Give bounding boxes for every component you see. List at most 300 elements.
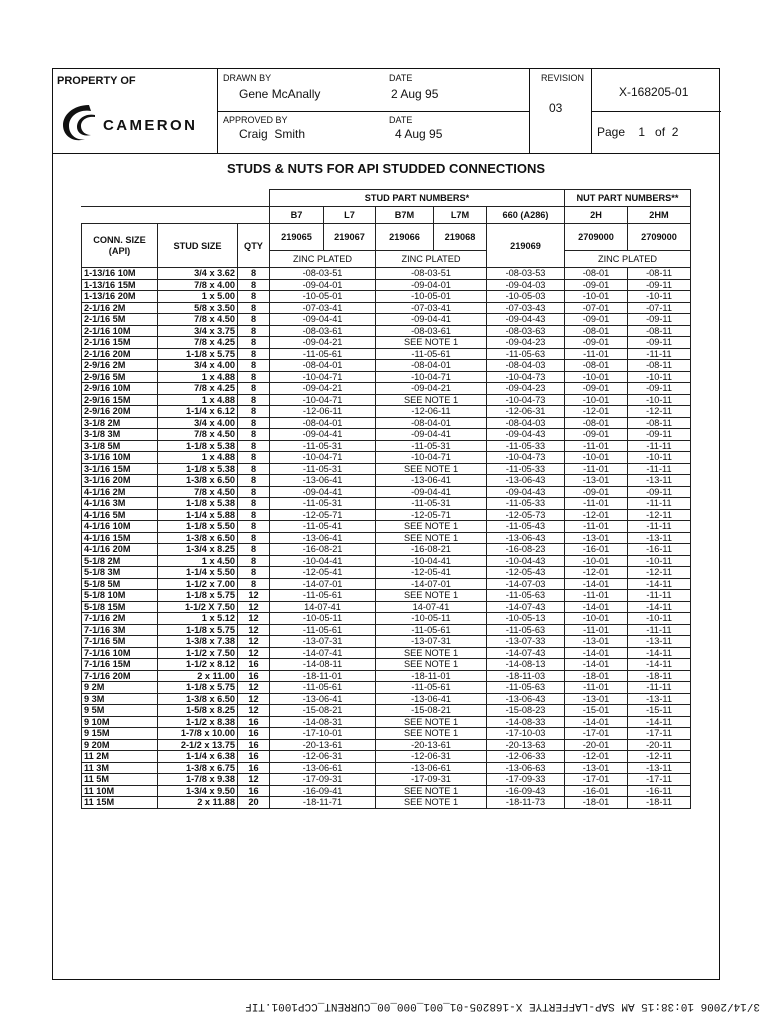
- table-row: [82, 555, 691, 567]
- table-row: [82, 486, 691, 498]
- nut-2h-part: -10-01: [565, 555, 628, 567]
- divider: [217, 111, 529, 112]
- nut-2hm-part: -09-11: [628, 383, 691, 395]
- a286-part: -18-11-73: [487, 797, 565, 809]
- b7m-l7m-part: -10-05-01: [376, 291, 487, 303]
- a286-part: -10-04-73: [487, 394, 565, 406]
- b7-l7-part: -09-04-21: [270, 337, 376, 349]
- b7-l7-part: -14-07-01: [270, 578, 376, 590]
- stud-size: 5/8 x 3.50: [158, 302, 238, 314]
- b7-l7-part: -15-08-21: [270, 705, 376, 717]
- stud-size: 7/8 x 4.25: [158, 383, 238, 395]
- table-row: [82, 544, 691, 556]
- stud-size: 1-3/8 x 6.50: [158, 532, 238, 544]
- nut-2h-part: -13-01: [565, 532, 628, 544]
- table-row: [82, 268, 691, 280]
- qty: 12: [238, 705, 270, 717]
- b7-l7-part: -17-10-01: [270, 728, 376, 740]
- nut-2h-part: -09-01: [565, 486, 628, 498]
- b7m-l7m-part: SEE NOTE 1: [376, 590, 487, 602]
- qty: 12: [238, 774, 270, 786]
- b7m-l7m-part: SEE NOTE 1: [376, 728, 487, 740]
- nut-2h-part: -09-01: [565, 337, 628, 349]
- conn-size: 2-1/16 10M: [82, 325, 158, 337]
- conn-size: 4-1/16 15M: [82, 532, 158, 544]
- a286-part: -09-04-43: [487, 429, 565, 441]
- nut-2hm-part: -08-11: [628, 325, 691, 337]
- nut-2h-part: -13-01: [565, 636, 628, 648]
- conn-size: 9 20M: [82, 739, 158, 751]
- nut-2hm-part: -09-11: [628, 314, 691, 326]
- table-row: [82, 291, 691, 303]
- stud-size: 1 x 4.50: [158, 555, 238, 567]
- stud-size: 1-3/4 x 8.25: [158, 544, 238, 556]
- conn-size: 9 5M: [82, 705, 158, 717]
- nut-2hm-part: -18-11: [628, 670, 691, 682]
- nut-2h-part: -10-01: [565, 452, 628, 464]
- table-row: [82, 429, 691, 441]
- cameron-logo-icon: [59, 101, 101, 145]
- part-prefix: 219069: [487, 224, 565, 268]
- stud-size: 1-1/8 x 5.38: [158, 498, 238, 510]
- nut-2hm-part: -12-11: [628, 567, 691, 579]
- b7m-l7m-part: -11-05-61: [376, 624, 487, 636]
- nut-2h-part: -11-01: [565, 590, 628, 602]
- conn-size: 9 15M: [82, 728, 158, 740]
- nut-2hm-part: -12-11: [628, 751, 691, 763]
- b7-l7-part: -11-05-61: [270, 682, 376, 694]
- b7-l7-part: -09-04-41: [270, 429, 376, 441]
- qty: 8: [238, 544, 270, 556]
- a286-part: -18-11-03: [487, 670, 565, 682]
- nut-2h-part: -09-01: [565, 429, 628, 441]
- nut-2h-part: -17-01: [565, 728, 628, 740]
- b7-l7-part: -09-04-41: [270, 486, 376, 498]
- b7m-l7m-part: -08-04-01: [376, 417, 487, 429]
- zinc-plated-label: ZINC PLATED: [270, 251, 376, 268]
- date-label: DATE: [389, 73, 413, 83]
- nut-2hm-part: -13-11: [628, 693, 691, 705]
- stud-size: 3/4 x 4.00: [158, 360, 238, 372]
- stud-size: 1-1/8 x 5.75: [158, 624, 238, 636]
- nut-2hm-part: -13-11: [628, 636, 691, 648]
- nut-2hm-part: -08-11: [628, 268, 691, 280]
- approved-date-label: DATE: [389, 115, 413, 125]
- nut-2h-part: -11-01: [565, 521, 628, 533]
- conn-size: 11 2M: [82, 751, 158, 763]
- qty: 16: [238, 751, 270, 763]
- a286-part: -08-04-03: [487, 360, 565, 372]
- qty: 8: [238, 417, 270, 429]
- conn-size: 2-9/16 20M: [82, 406, 158, 418]
- stud-size: 7/8 x 4.50: [158, 429, 238, 441]
- stud-size: 7/8 x 4.00: [158, 279, 238, 291]
- page-title: STUDS & NUTS FOR API STUDDED CONNECTIONS: [226, 161, 546, 176]
- table-row: [82, 601, 691, 613]
- parts-table: [81, 189, 691, 809]
- table-row: [82, 314, 691, 326]
- table-row: [82, 636, 691, 648]
- stud-size: 3/4 x 3.62: [158, 268, 238, 280]
- nut-2hm-part: -15-11: [628, 705, 691, 717]
- stud-size: 1 x 4.88: [158, 452, 238, 464]
- nut-2hm-part: -09-11: [628, 429, 691, 441]
- nut-2hm-part: -10-11: [628, 452, 691, 464]
- a286-part: -10-04-73: [487, 371, 565, 383]
- nut-2hm-part: -14-11: [628, 578, 691, 590]
- qty: 8: [238, 463, 270, 475]
- a286-part: -11-05-63: [487, 624, 565, 636]
- conn-size: 3-1/8 2M: [82, 417, 158, 429]
- stud-size: 1 x 4.88: [158, 394, 238, 406]
- b7m-l7m-part: SEE NOTE 1: [376, 647, 487, 659]
- b7-l7-part: -09-04-21: [270, 383, 376, 395]
- nut-2hm-part: -20-11: [628, 739, 691, 751]
- qty: 12: [238, 613, 270, 625]
- nut-2hm-part: -16-11: [628, 785, 691, 797]
- stud-size: 1-1/4 x 5.50: [158, 567, 238, 579]
- part-prefix: 219065: [270, 224, 324, 251]
- qty: 8: [238, 302, 270, 314]
- a286-part: -09-04-43: [487, 314, 565, 326]
- b7-l7-part: -10-05-01: [270, 291, 376, 303]
- table-row: [82, 739, 691, 751]
- qty: 8: [238, 268, 270, 280]
- table-row: [82, 463, 691, 475]
- conn-size: 9 10M: [82, 716, 158, 728]
- conn-size: 9 3M: [82, 693, 158, 705]
- nut-2h-part: -14-01: [565, 659, 628, 671]
- nut-2h-part: -09-01: [565, 314, 628, 326]
- part-prefix: 219066: [376, 224, 434, 251]
- b7-l7-part: -14-08-11: [270, 659, 376, 671]
- a286-part: -11-05-63: [487, 682, 565, 694]
- b7m-l7m-part: -10-04-41: [376, 555, 487, 567]
- table-row: [82, 383, 691, 395]
- table-row: [82, 337, 691, 349]
- conn-size: 11 3M: [82, 762, 158, 774]
- qty: 12: [238, 636, 270, 648]
- conn-size: 2-9/16 10M: [82, 383, 158, 395]
- b7-l7-part: -10-04-71: [270, 452, 376, 464]
- b7m-l7m-part: -18-11-01: [376, 670, 487, 682]
- nut-2hm-part: -11-11: [628, 463, 691, 475]
- qty: 12: [238, 624, 270, 636]
- qty: 16: [238, 728, 270, 740]
- revision-label: REVISION: [541, 73, 585, 83]
- conn-size: 11 5M: [82, 774, 158, 786]
- nut-2hm-part: -11-11: [628, 348, 691, 360]
- stud-size: 1 x 5.12: [158, 613, 238, 625]
- a286-part: -07-03-43: [487, 302, 565, 314]
- nut-2hm-part: -17-11: [628, 728, 691, 740]
- stud-size: 3/4 x 3.75: [158, 325, 238, 337]
- b7-l7-part: -16-09-41: [270, 785, 376, 797]
- nut-2h-part: -07-01: [565, 302, 628, 314]
- nut-2h-part: -14-01: [565, 716, 628, 728]
- qty: 8: [238, 314, 270, 326]
- a286-part: -12-05-73: [487, 509, 565, 521]
- conn-size: 9 2M: [82, 682, 158, 694]
- b7m-l7m-part: -17-09-31: [376, 774, 487, 786]
- stud-size: 1-1/8 x 5.75: [158, 348, 238, 360]
- nut-2hm-part: -11-11: [628, 521, 691, 533]
- nut-2h-part: -11-01: [565, 348, 628, 360]
- b7m-l7m-part: 14-07-41: [376, 601, 487, 613]
- b7-l7-part: -13-06-41: [270, 475, 376, 487]
- a286-part: -14-08-33: [487, 716, 565, 728]
- scan-footer: 3/14/2006 10:38:15 AM SAP-LAFFERTYE X-168205-01_001_000_00_CURRENT_CCP1001.TIF: [245, 1000, 760, 1012]
- qty-header: QTY: [238, 224, 270, 268]
- conn-size: 2-1/16 20M: [82, 348, 158, 360]
- b7m-l7m-part: -10-05-11: [376, 613, 487, 625]
- qty: 8: [238, 532, 270, 544]
- b7m-l7m-part: -13-06-61: [376, 762, 487, 774]
- nut-2hm-part: -14-11: [628, 716, 691, 728]
- conn-size: 7-1/16 3M: [82, 624, 158, 636]
- table-row: [82, 452, 691, 464]
- b7-l7-part: -11-05-61: [270, 590, 376, 602]
- nut-2hm-part: -11-11: [628, 498, 691, 510]
- table-row: [82, 728, 691, 740]
- qty: 8: [238, 486, 270, 498]
- company-name: CAMERON: [103, 117, 198, 134]
- drawn-by-label: DRAWN BY: [223, 73, 272, 83]
- table-row: [82, 498, 691, 510]
- a286-part: -12-06-33: [487, 751, 565, 763]
- nut-2h-part: -08-01: [565, 325, 628, 337]
- nut-2hm-part: -16-11: [628, 544, 691, 556]
- stud-size: 1-1/2 x 8.38: [158, 716, 238, 728]
- a286-part: -11-05-63: [487, 348, 565, 360]
- a286-part: -13-07-33: [487, 636, 565, 648]
- b7m-l7m-part: -10-04-71: [376, 371, 487, 383]
- a286-part: -11-05-33: [487, 498, 565, 510]
- nut-2h-part: -17-01: [565, 774, 628, 786]
- b7m-l7m-part: SEE NOTE 1: [376, 797, 487, 809]
- b7-l7-part: -11-05-31: [270, 440, 376, 452]
- stud-size: 1-5/8 x 8.25: [158, 705, 238, 717]
- nut-2h-part: -16-01: [565, 544, 628, 556]
- conn-size: 2-9/16 2M: [82, 360, 158, 372]
- conn-size: 3-1/16 15M: [82, 463, 158, 475]
- stud-size: 1-3/8 x 7.38: [158, 636, 238, 648]
- table-row: [82, 659, 691, 671]
- nut-2hm-part: -09-11: [628, 486, 691, 498]
- b7-l7-part: -12-06-11: [270, 406, 376, 418]
- stud-size: 2 x 11.88: [158, 797, 238, 809]
- table-row: [82, 705, 691, 717]
- a286-part: -17-09-33: [487, 774, 565, 786]
- b7m-l7m-part: SEE NOTE 1: [376, 337, 487, 349]
- nut-2h-part: -09-01: [565, 383, 628, 395]
- conn-size: 2-9/16 5M: [82, 371, 158, 383]
- b7-l7-part: -14-08-31: [270, 716, 376, 728]
- b7-l7-part: -09-04-41: [270, 314, 376, 326]
- conn-size: 11 10M: [82, 785, 158, 797]
- b7-l7-part: -08-04-01: [270, 417, 376, 429]
- stud-size: 1-1/8 x 5.75: [158, 682, 238, 694]
- qty: 8: [238, 348, 270, 360]
- conn-size: 5-1/8 5M: [82, 578, 158, 590]
- conn-size: 7-1/16 5M: [82, 636, 158, 648]
- b7-l7-part: -13-06-41: [270, 693, 376, 705]
- a286-part: -20-13-63: [487, 739, 565, 751]
- b7m-l7m-part: -09-04-41: [376, 486, 487, 498]
- stud-size: 1-7/8 x 10.00: [158, 728, 238, 740]
- conn-size: 11 15M: [82, 797, 158, 809]
- a286-part: -09-04-23: [487, 337, 565, 349]
- company-cell: [53, 69, 218, 153]
- b7m-l7m-part: -20-13-61: [376, 739, 487, 751]
- nut-2hm-part: -13-11: [628, 762, 691, 774]
- b7m-l7m-part: -13-06-41: [376, 693, 487, 705]
- table-row: [82, 348, 691, 360]
- nut-2hm-part: -14-11: [628, 659, 691, 671]
- b7m-l7m-part: -09-04-41: [376, 314, 487, 326]
- b7-l7-part: -09-04-01: [270, 279, 376, 291]
- nut-2h-part: -10-01: [565, 291, 628, 303]
- qty: 8: [238, 475, 270, 487]
- nut-2h-part: -13-01: [565, 693, 628, 705]
- b7-l7-part: -11-05-31: [270, 498, 376, 510]
- nut-2h-part: -12-01: [565, 509, 628, 521]
- part-prefix: 219068: [434, 224, 487, 251]
- a286-part: -13-06-43: [487, 693, 565, 705]
- conn-size: 2-1/16 15M: [82, 337, 158, 349]
- stud-size: 1-1/8 x 5.38: [158, 440, 238, 452]
- a286-part: -14-07-43: [487, 647, 565, 659]
- doc-number: X-168205-01: [619, 85, 689, 99]
- conn-size: 5-1/8 15M: [82, 601, 158, 613]
- approved-date: 4 Aug 95: [395, 127, 443, 141]
- b7-l7-part: -12-06-31: [270, 751, 376, 763]
- conn-size: 4-1/16 5M: [82, 509, 158, 521]
- conn-size: 5-1/8 10M: [82, 590, 158, 602]
- b7-l7-part: -18-11-71: [270, 797, 376, 809]
- a286-part: -11-05-43: [487, 521, 565, 533]
- nut-2hm-part: -07-11: [628, 302, 691, 314]
- nut-2hm-part: -18-11: [628, 797, 691, 809]
- b7m-l7m-part: -09-04-01: [376, 279, 487, 291]
- a286-part: -12-05-43: [487, 567, 565, 579]
- stud-size: 1-3/4 x 9.50: [158, 785, 238, 797]
- grade-header: L7: [324, 207, 376, 224]
- stud-size: 1 x 5.00: [158, 291, 238, 303]
- grade-header: 2HM: [628, 207, 691, 224]
- b7-l7-part: -16-08-21: [270, 544, 376, 556]
- qty: 8: [238, 578, 270, 590]
- table-row: [82, 325, 691, 337]
- stud-size-header: STUD SIZE: [158, 224, 238, 268]
- qty: 20: [238, 797, 270, 809]
- b7m-l7m-part: SEE NOTE 1: [376, 521, 487, 533]
- qty: 8: [238, 555, 270, 567]
- table-row: [82, 567, 691, 579]
- nut-2h-part: -13-01: [565, 762, 628, 774]
- table-row: [82, 590, 691, 602]
- a286-part: -10-05-03: [487, 291, 565, 303]
- part-prefix: 219067: [324, 224, 376, 251]
- nut-2h-part: -08-01: [565, 417, 628, 429]
- nut-2hm-part: -13-11: [628, 532, 691, 544]
- stud-size: 1 x 4.88: [158, 371, 238, 383]
- nut-2hm-part: -10-11: [628, 394, 691, 406]
- a286-part: -08-03-53: [487, 268, 565, 280]
- table-row: [82, 670, 691, 682]
- nut-2h-part: -20-01: [565, 739, 628, 751]
- table-row: [82, 360, 691, 372]
- qty: 8: [238, 291, 270, 303]
- nut-2hm-part: -10-11: [628, 291, 691, 303]
- drawing-frame: [52, 68, 720, 980]
- b7m-l7m-part: -12-06-31: [376, 751, 487, 763]
- b7m-l7m-part: -11-05-31: [376, 440, 487, 452]
- nut-2hm-part: -14-11: [628, 647, 691, 659]
- a286-part: -15-08-23: [487, 705, 565, 717]
- conn-size: 2-1/16 2M: [82, 302, 158, 314]
- qty: 8: [238, 498, 270, 510]
- table-row: [82, 578, 691, 590]
- b7m-l7m-part: -13-07-31: [376, 636, 487, 648]
- conn-size: 5-1/8 2M: [82, 555, 158, 567]
- nut-2hm-part: -08-11: [628, 417, 691, 429]
- conn-size: 3-1/8 5M: [82, 440, 158, 452]
- table-row: [82, 279, 691, 291]
- table-row: [82, 613, 691, 625]
- a286-part: -13-06-63: [487, 762, 565, 774]
- a286-part: -14-08-13: [487, 659, 565, 671]
- nut-2h-part: -15-01: [565, 705, 628, 717]
- b7m-l7m-part: SEE NOTE 1: [376, 463, 487, 475]
- qty: 8: [238, 406, 270, 418]
- nut-2h-part: -11-01: [565, 463, 628, 475]
- nut-2h-part: -10-01: [565, 613, 628, 625]
- conn-size-header: CONN. SIZE (API): [82, 224, 158, 268]
- b7-l7-part: -10-04-71: [270, 394, 376, 406]
- nut-2hm-part: -17-11: [628, 774, 691, 786]
- stud-size: 1-3/8 x 6.50: [158, 475, 238, 487]
- nut-2hm-part: -14-11: [628, 601, 691, 613]
- a286-part: -12-06-31: [487, 406, 565, 418]
- b7m-l7m-part: -15-08-21: [376, 705, 487, 717]
- table-row: [82, 406, 691, 418]
- b7m-l7m-part: -08-03-61: [376, 325, 487, 337]
- grade-header: B7M: [376, 207, 434, 224]
- conn-size: 4-1/16 20M: [82, 544, 158, 556]
- stud-size: 1-1/8 x 5.50: [158, 521, 238, 533]
- b7m-l7m-part: -09-04-21: [376, 383, 487, 395]
- conn-size: 3-1/16 20M: [82, 475, 158, 487]
- nut-2hm-part: -11-11: [628, 590, 691, 602]
- nut-group-header: NUT PART NUMBERS**: [565, 190, 691, 207]
- qty: 8: [238, 440, 270, 452]
- b7-l7-part: -08-04-01: [270, 360, 376, 372]
- a286-part: -10-04-73: [487, 452, 565, 464]
- nut-2hm-part: -09-11: [628, 279, 691, 291]
- nut-2h-part: -14-01: [565, 601, 628, 613]
- b7m-l7m-part: -14-07-01: [376, 578, 487, 590]
- qty: 8: [238, 452, 270, 464]
- table-row: [82, 440, 691, 452]
- divider: [591, 111, 721, 112]
- nut-2h-part: -09-01: [565, 279, 628, 291]
- divider: [529, 69, 530, 153]
- qty: 12: [238, 682, 270, 694]
- b7m-l7m-part: -11-05-61: [376, 682, 487, 694]
- nut-2h-part: -11-01: [565, 498, 628, 510]
- stud-size: 1-1/4 x 6.38: [158, 751, 238, 763]
